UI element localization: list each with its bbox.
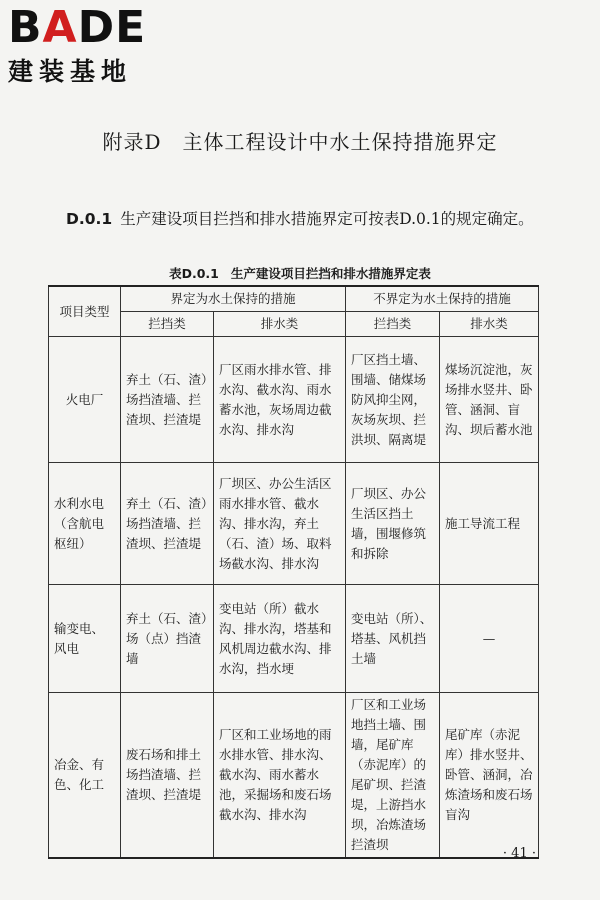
table-caption-number: 表D.0.1 [169,266,219,281]
cell-project-type: 冶金、有色、化工 [49,693,121,859]
clause-number: D.0.1 [66,210,113,228]
cell-not-defined-retaining: 厂区挡土墙、围墙、储煤场防风抑尘网，灰场灰坝、拦洪坝、隔离堤 [346,337,440,463]
bade-logo [8,2,188,88]
header-project-type: 项目类型 [49,286,121,337]
table-header-row [49,286,539,312]
cell-not-defined-drainage: 煤场沉淀池，灰场排水竖井、卧管、涵洞、盲沟、坝后蓄水池 [440,337,539,463]
cell-defined-drainage: 厂坝区、办公生活区雨水排水管、截水沟、排水沟，弃土（石、渣）场、取料场截水沟、排水沟 [214,463,346,585]
cell-project-type: 输变电、风电 [49,585,121,693]
cell-project-type: 水利水电（含航电枢纽） [49,463,121,585]
table-row [49,463,539,585]
cell-defined-retaining: 废石场和排土场挡渣墙、拦渣坝、拦渣堤 [121,693,214,859]
appendix-title: 附录D 主体工程设计中水土保持措施界定 [102,130,498,154]
header-not-defined-retaining: 拦挡类 [346,312,440,337]
table-caption [0,264,600,282]
clause-paragraph [66,206,556,232]
cell-not-defined-drainage: 施工导流工程 [440,463,539,585]
cell-defined-drainage: 厂区和工业场地的雨水排水管、排水沟、截水沟、雨水蓄水池，采掘场和废石场截水沟、排水沟 [214,693,346,859]
table-subheader-row [49,312,539,337]
cell-not-defined-retaining: 变电站（所）、塔基、风机挡土墙 [346,585,440,693]
table-row [49,693,539,859]
table-row [49,337,539,463]
logo-wordmark: BADE [8,2,147,53]
cell-not-defined-retaining: 厂坝区、办公生活区挡土墙，围堰修筑和拆除 [346,463,440,585]
table-caption-text: 生产建设项目拦挡和排水措施界定表 [230,266,431,281]
header-not-defined-group: 不界定为水土保持的措施 [346,286,539,312]
cell-defined-retaining: 弃土（石、渣）场（点）挡渣墙 [121,585,214,693]
header-defined-drainage: 排水类 [214,312,346,337]
header-defined-group: 界定为水土保持的措施 [121,286,346,312]
clause-text: 生产建设项目拦挡和排水措施界定可按表D.0.1的规定确定。 [120,210,534,228]
cell-defined-drainage: 厂区雨水排水管、排水沟、截水沟、雨水蓄水池，灰场周边截水沟、排水沟 [214,337,346,463]
measures-table [48,285,539,859]
header-not-defined-drainage: 排水类 [440,312,539,337]
cell-defined-retaining: 弃土（石、渣）场挡渣墙、拦渣坝、拦渣堤 [121,337,214,463]
header-defined-retaining: 拦挡类 [121,312,214,337]
cell-not-defined-drainage: — [440,585,539,693]
page-number: · 41 · [502,846,536,861]
cell-not-defined-retaining: 厂区和工业场地挡土墙、围墙，尾矿库（赤泥库）的尾矿坝、拦渣堤，上游挡水坝，冶炼渣场拦渣坝 [346,693,440,859]
cell-defined-drainage: 变电站（所）截水沟、排水沟，塔基和风机周边截水沟、排水沟，挡水埂 [214,585,346,693]
cell-project-type: 火电厂 [49,337,121,463]
logo-subtitle: 建装基地 [8,57,133,86]
table-row [49,585,539,693]
cell-defined-retaining: 弃土（石、渣）场挡渣墙、拦渣坝、拦渣堤 [121,463,214,585]
cell-not-defined-drainage: 尾矿库（赤泥库）排水竖井、卧管、涵洞，冶炼渣场和废石场盲沟 [440,693,539,859]
